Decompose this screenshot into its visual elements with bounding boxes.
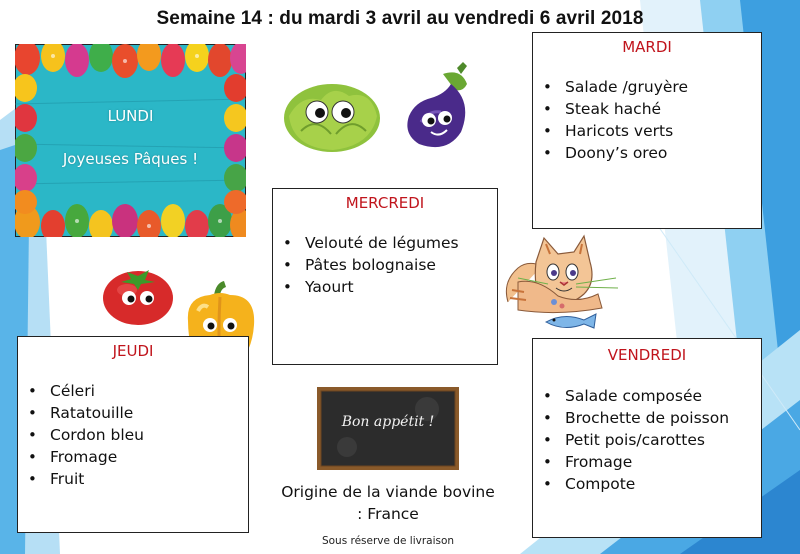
chalkboard-text: Bon appétit ! <box>341 414 435 430</box>
page-title: Semaine 14 : du mardi 3 avril au vendredi 6 avril 2018 <box>156 8 644 29</box>
list-item: • Pâtes bolognaise <box>305 254 497 276</box>
list-item: • Petit pois/carottes <box>565 429 761 451</box>
eggplant-icon <box>401 62 481 152</box>
meat-origin-note: Origine de la viande bovine : France <box>281 483 495 523</box>
list-item: • Cordon bleu <box>50 424 248 446</box>
list-item: • Ratatouille <box>50 402 248 424</box>
delivery-disclaimer: Sous réserve de livraison <box>321 535 455 547</box>
list-item: • Salade composée <box>565 385 761 407</box>
list-item: • Yaourt <box>305 276 497 298</box>
jeudi-panel <box>17 336 249 533</box>
mercredi-menu-list <box>273 232 497 298</box>
list-item: • Compote <box>565 473 761 495</box>
list-item: • Salade /gruyère <box>565 76 761 98</box>
mercredi-panel <box>272 188 498 365</box>
list-item: • Fruit <box>50 468 248 490</box>
vendredi-menu-list <box>533 385 761 495</box>
mardi-panel <box>532 32 762 229</box>
tomato-icon <box>101 264 175 326</box>
list-item: • Céleri <box>50 380 248 402</box>
lundi-title: LUNDI <box>107 107 154 125</box>
list-item: • Brochette de poisson <box>565 407 761 429</box>
jeudi-menu-list <box>18 380 248 490</box>
lundi-message: Joyeuses Pâques ! <box>62 150 199 168</box>
cat-with-fish-icon <box>498 232 620 332</box>
jeudi-title: JEUDI <box>112 342 154 360</box>
list-item: • Steak haché <box>565 98 761 120</box>
list-item: • Velouté de légumes <box>305 232 497 254</box>
mardi-title: MARDI <box>622 38 672 56</box>
mercredi-title: MERCREDI <box>345 194 425 212</box>
vendredi-title: VENDREDI <box>607 346 687 364</box>
list-item: • Fromage <box>50 446 248 468</box>
easter-eggs-photo <box>15 44 246 237</box>
list-item: • Haricots verts <box>565 120 761 142</box>
list-item: • Doony’s oreo <box>565 142 761 164</box>
list-item: • Fromage <box>565 451 761 473</box>
vendredi-panel <box>532 338 762 538</box>
mardi-menu-list <box>533 76 761 164</box>
lettuce-icon <box>281 76 383 156</box>
